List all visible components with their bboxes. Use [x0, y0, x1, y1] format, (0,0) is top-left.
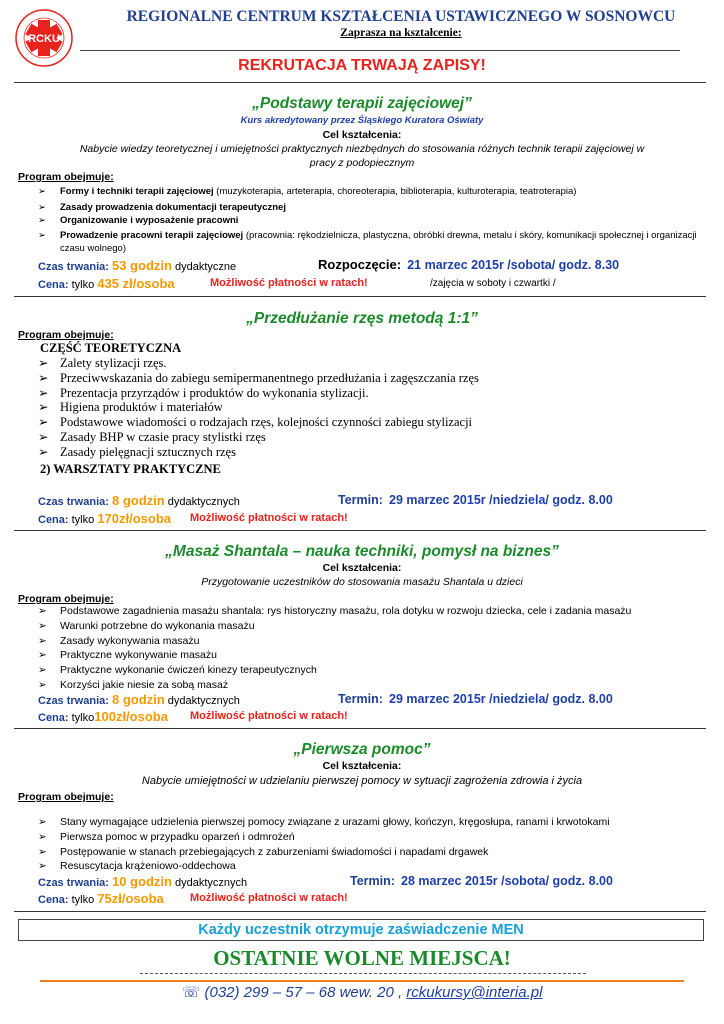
list-item: ➢ Resuscytacja krążeniowo-oddechowa: [38, 859, 708, 874]
list-item: ➢ Formy i techniki terapii zajęciowej (muzykoterapia, arteterapia, choreoterapia, biblioterapia, kulturoterapia, teatroterapia): [38, 185, 698, 198]
course3-price: Cena: tylko100zł/osoba: [38, 709, 168, 724]
list-item: ➢ Zasady BHP w czasie pracy stylistki rzęs: [38, 430, 698, 445]
institution-title: REGIONALNE CENTRUM KSZTAŁCENIA USTAWICZNEGO W SOSNOWCU: [126, 8, 676, 25]
course3-title: „Masaż Shantala – nauka techniki, pomysł na biznes”: [165, 543, 559, 560]
course4-program-label: Program obejmuje:: [18, 791, 114, 803]
course1-installments: Możliwość płatności w ratach!: [210, 277, 368, 289]
header-divider: [80, 50, 680, 51]
course1-price: Cena: tylko 435 zł/osoba: [38, 276, 175, 291]
contact-line: [0, 983, 724, 1001]
footer-orange-divider: [40, 980, 684, 982]
list-item: ➢ Przeciwwskazania do zabiegu semipermanentnego przedłużania i zagęszczania rzęs: [38, 371, 698, 386]
list-item: ➢ Praktyczne wykonanie ćwiczeń kinezy terapeutycznych: [38, 663, 698, 678]
list-item: ➢ Zasady wykonywania masażu: [38, 634, 698, 649]
course3-divider: [14, 728, 706, 729]
course3-program-label: Program obejmuje:: [18, 593, 114, 605]
course1-duration: Czas trwania: 53 godzin dydaktyczne: [38, 258, 237, 273]
logo-text: RCKU: [28, 33, 60, 45]
list-item: ➢ Stany wymagające udzielenia pierwszej pomocy związane z urazami głowy, kończyn, kręgosłupa, ranami i krwotokami: [38, 815, 708, 830]
course1-schedule-note: /zajęcia w soboty i czwartki /: [430, 278, 556, 289]
footer-dashed-divider: [140, 973, 586, 974]
course1-start: Rozpoczęcie: 21 marzec 2015r /sobota/ godz. 8.30: [318, 257, 620, 272]
email-link[interactable]: rckukursy@interia.pl: [406, 984, 543, 1001]
course3-goal-text: Przygotowanie uczestników do stosowania masażu Shantala u dzieci: [201, 576, 523, 588]
course3-installments: Możliwość płatności w ratach!: [190, 710, 348, 722]
list-item: ➢ Pierwsza pomoc w przypadku oparzeń i odmrożeń: [38, 830, 708, 845]
course1-accreditation: Kurs akredytowany przez Śląskiego Kuratora Oświaty: [240, 115, 484, 126]
course4-program-list: [38, 815, 708, 874]
course4-goal-text: Nabycie umiejętności w udzielaniu pierwszej pomocy w sytuacji zagrożenia zdrowia i życia: [141, 775, 583, 787]
course2-term: Termin: 29 marzec 2015r /niedziela/ godz. 8.00: [338, 493, 613, 507]
course3-goal-label: Cel kształcenia:: [322, 562, 402, 574]
certificate-banner: Każdy uczestnik otrzymuje zaświadczenie MEN: [18, 919, 704, 941]
course2-duration: Czas trwania: 8 godzin dydaktycznych: [38, 493, 240, 508]
course4-installments: Możliwość płatności w ratach!: [190, 892, 348, 904]
course4-term: Termin: 28 marzec 2015r /sobota/ godz. 8.00: [350, 874, 613, 888]
course1-program-list: [38, 185, 698, 255]
list-item: ➢ Zasady prowadzenia dokumentacji terapeutycznej: [38, 201, 698, 214]
invitation-subtitle: Zaprasza na kształcenie:: [340, 27, 462, 39]
course2-price: Cena: tylko 170zł/osoba: [38, 511, 172, 526]
list-item: ➢ Praktyczne wykonywanie masażu: [38, 648, 698, 663]
course1-title: „Podstawy terapii zajęciowej”: [252, 95, 472, 112]
list-item: ➢ Prezentacja przyrządów i produktów do wykonania stylizacji.: [38, 386, 698, 401]
list-item: ➢ Postępowanie w stanach przebiegających z zaburzeniami świadomości i napadami drgawek: [38, 845, 708, 860]
course4-duration: Czas trwania: 10 godzin dydaktycznych: [38, 874, 248, 889]
recruitment-banner: REKRUTACJA TRWAJĄ ZAPISY!: [238, 57, 486, 74]
course1-program-label: Program obejmuje:: [18, 171, 114, 183]
course4-divider: [14, 911, 706, 912]
course2-program-label: Program obejmuje:: [18, 329, 114, 341]
list-item: ➢ Prowadzenie pracowni terapii zajęciowej (pracownia: rękodzielnicza, plastyczna, obróbki drewna, metalu i skóry, komunikacji społecznej i organizacji czasu wolnego): [38, 229, 698, 255]
phone-icon: ☏: [181, 983, 201, 1001]
course2-program-list: [38, 356, 698, 460]
phone-number: (032) 299 – 57 – 68 wew. 20 ,: [200, 984, 407, 1001]
course3-term: Termin: 29 marzec 2015r /niedziela/ godz. 8.00: [338, 692, 613, 706]
course2-part1-label: CZĘŚĆ TEORETYCZNA: [40, 341, 182, 355]
last-places-banner: OSTATNIE WOLNE MIEJSCA!: [213, 946, 511, 970]
course4-goal-label: Cel kształcenia:: [322, 760, 402, 772]
course4-title: „Pierwsza pomoc”: [293, 741, 431, 758]
course2-title: „Przedłużanie rzęs metodą 1:1”: [246, 310, 478, 327]
course1-divider: [14, 296, 706, 297]
course2-divider: [14, 530, 706, 531]
list-item: ➢ Korzyści jakie niesie za sobą masaż: [38, 678, 698, 693]
course2-installments: Możliwość płatności w ratach!: [190, 512, 348, 524]
course1-goal-line1: Nabycie wiedzy teoretycznej i umiejętności praktycznych niezbędnych do stosowania różnych technik terapii zajęciowej w: [79, 143, 645, 155]
recruitment-divider: [14, 82, 706, 83]
course2-part2-label: 2) WARSZTATY PRAKTYCZNE: [40, 462, 221, 476]
course1-goal-line2: pracy z podopiecznym: [309, 157, 415, 169]
list-item: ➢ Warunki potrzebne do wykonania masażu: [38, 619, 698, 634]
course3-program-list: [38, 604, 698, 693]
course3-duration: Czas trwania: 8 godzin dydaktycznych: [38, 692, 240, 707]
list-item: ➢ Higiena produktów i materiałów: [38, 400, 698, 415]
course1-goal-label: Cel kształcenia:: [322, 129, 402, 141]
list-item: ➢ Zalety stylizacji rzęs.: [38, 356, 698, 371]
course4-price: Cena: tylko 75zł/osoba: [38, 891, 164, 906]
list-item: ➢ Organizowanie i wyposażenie pracowni: [38, 214, 698, 227]
list-item: ➢ Podstawowe wiadomości o rodzajach rzęs, kolejności czynności zabiegu stylizacji: [38, 415, 698, 430]
list-item: ➢ Zasady pielęgnacji sztucznych rzęs: [38, 445, 698, 460]
list-item: ➢ Podstawowe zagadnienia masażu shantala: rys historyczny masażu, rola dotyku w rozwoju dziecka, cele i zadania masażu: [38, 604, 698, 619]
